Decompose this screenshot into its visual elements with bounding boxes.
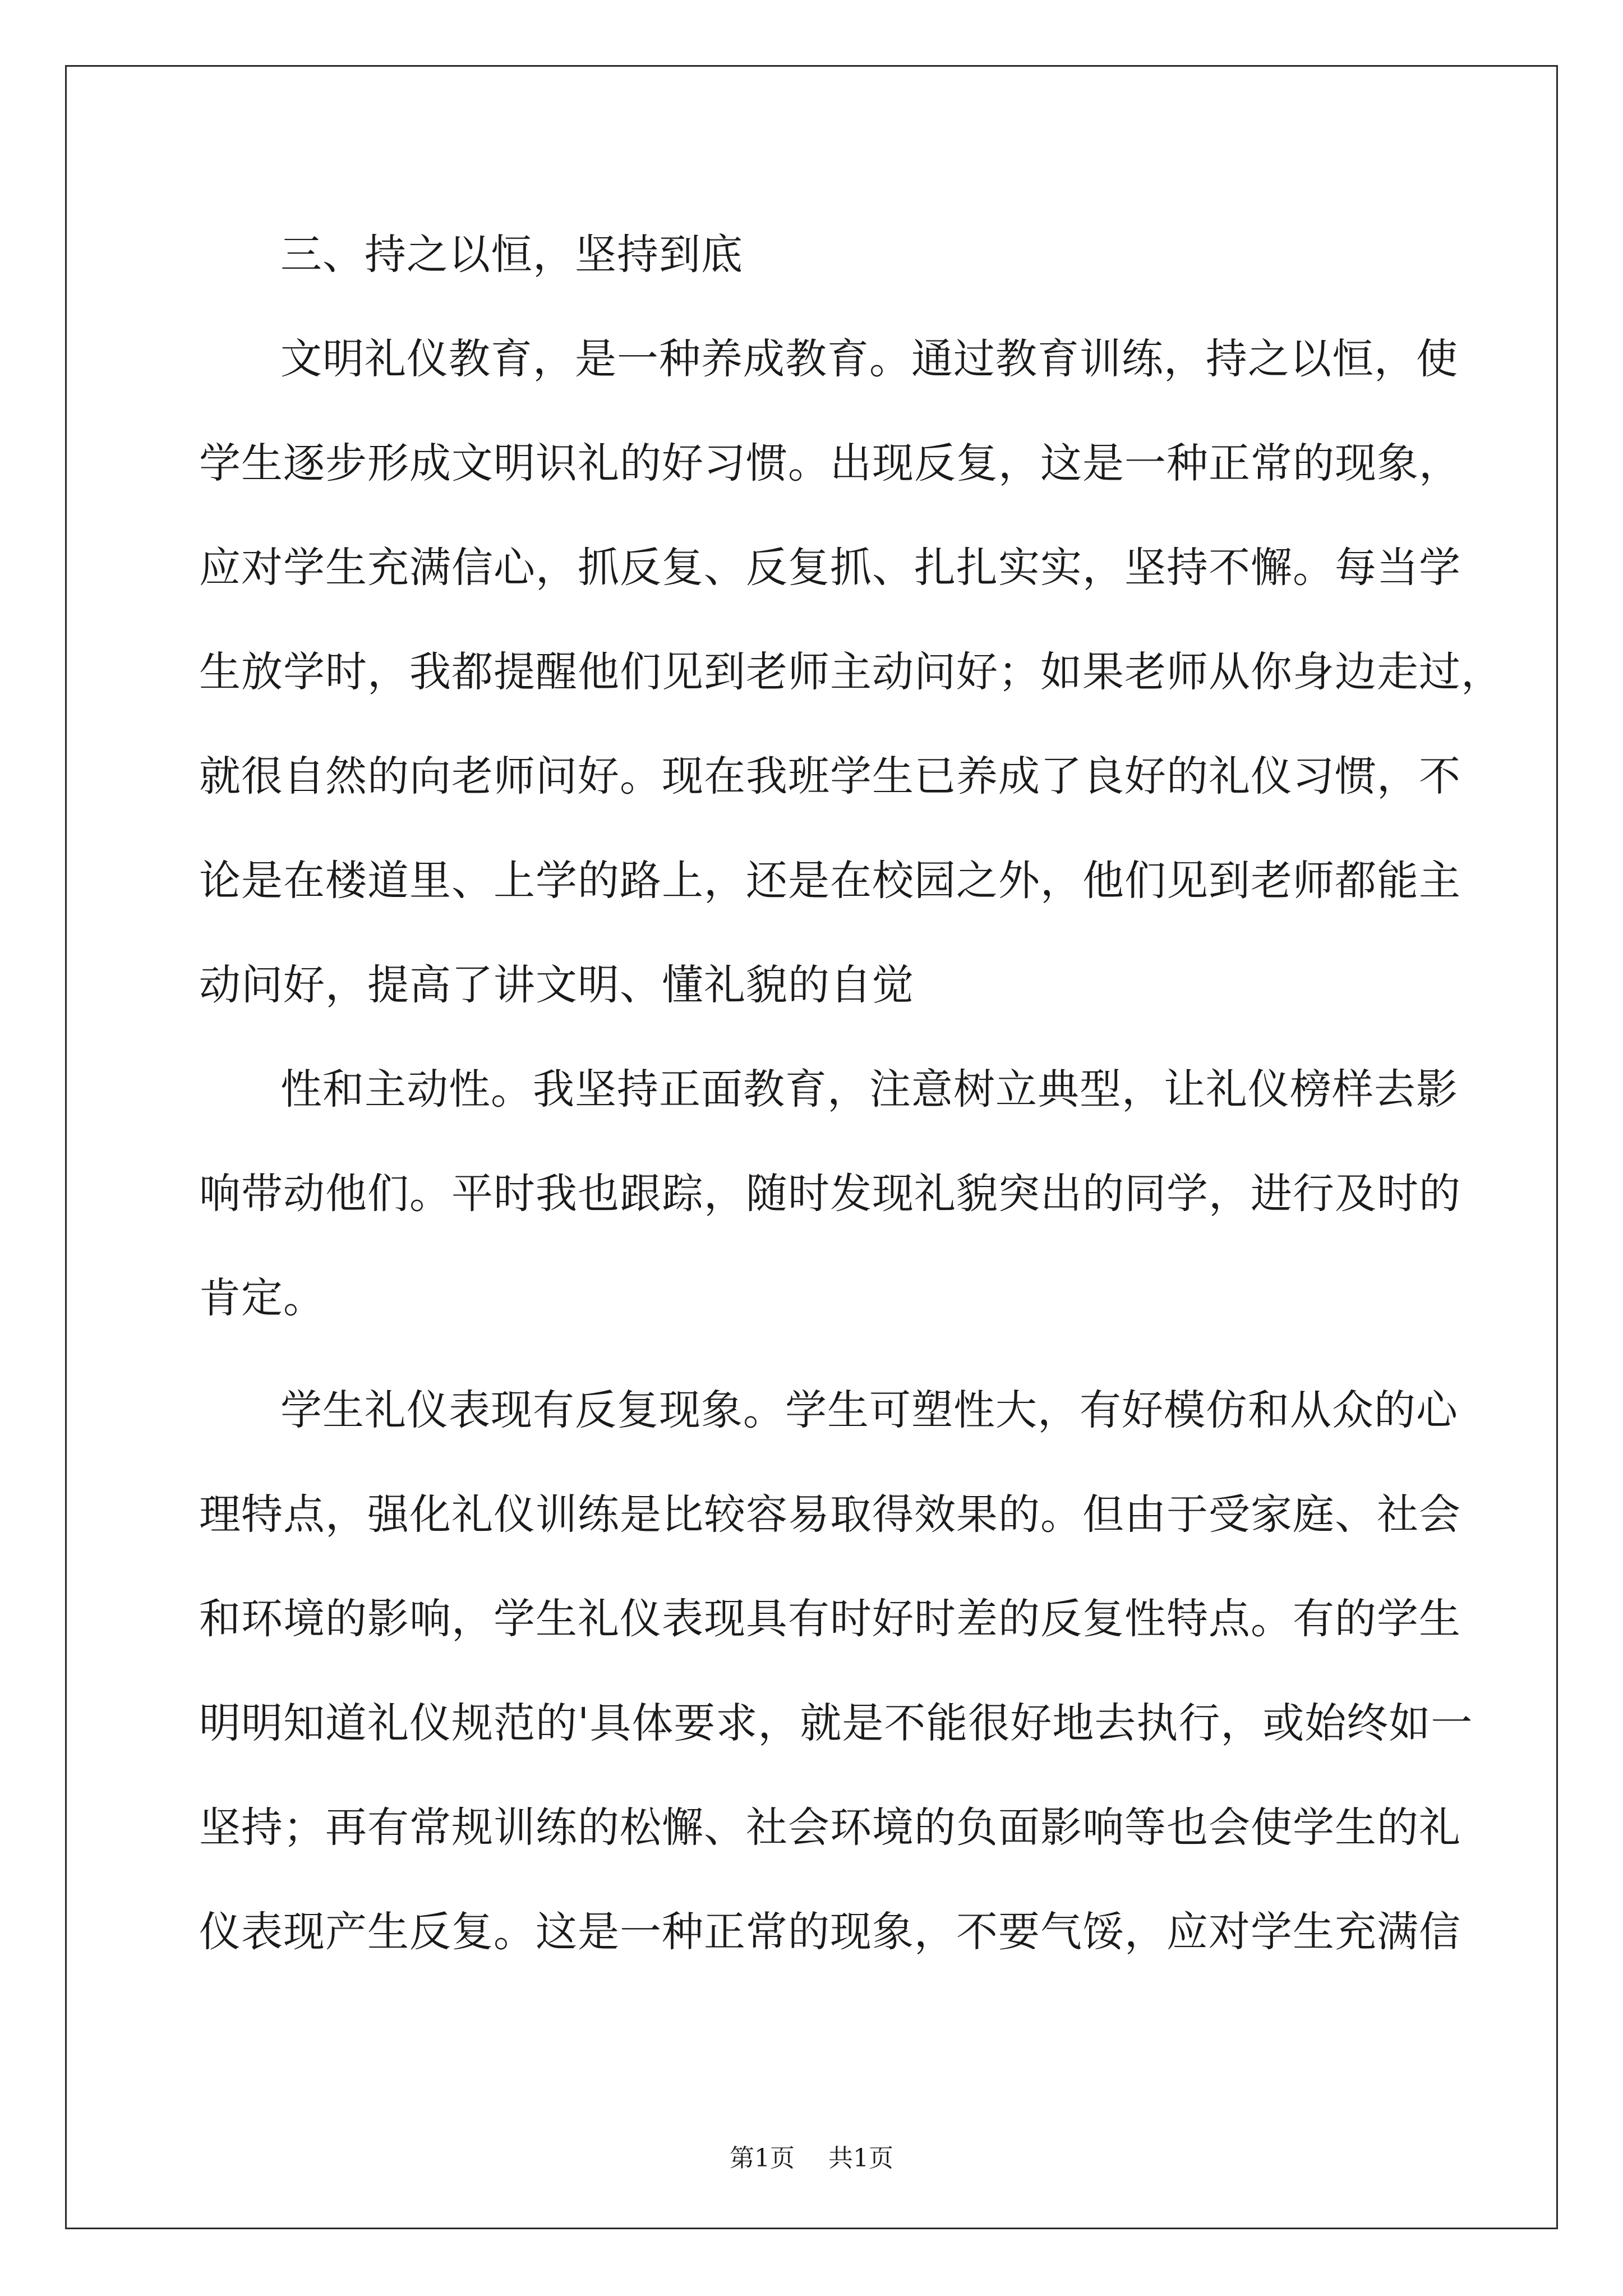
text-line: 学生逐步形成文明识礼的好习惯。出现反复，这是一种正常的现象， [199, 439, 1461, 487]
text-line: 性和主动性。我坚持正面教育，注意树立典型，让礼仪榜样去影 [280, 1065, 1458, 1114]
text-line: 坚持；再有常规训练的松懈、社会环境的负面影响等也会使学生的礼 [199, 1803, 1461, 1852]
page-number: 第1页 [730, 2144, 795, 2173]
text-line: 和环境的影响，学生礼仪表现具有时好时差的反复性特点。有的学生 [199, 1595, 1461, 1643]
text-line: 动问好，提高了讲文明、懂礼貌的自觉 [199, 961, 914, 1009]
text-line: 仪表现产生反复。这是一种正常的现象，不要气馁，应对学生充满信 [199, 1908, 1461, 1956]
text-line: 应对学生充满信心，抓反复、反复抓、扎扎实实，坚持不懈。每当学 [199, 544, 1461, 592]
page-total: 共1页 [828, 2144, 893, 2173]
text-line: 文明礼仪教育，是一种养成教育。通过教育训练，持之以恒，使 [280, 335, 1458, 383]
text-line: 学生礼仪表现有反复现象。学生可塑性大，有好模仿和从众的心 [280, 1386, 1458, 1434]
text-line: 理特点，强化礼仪训练是比较容易取得效果的。但由于受家庭、社会 [199, 1490, 1461, 1539]
text-line: 肯定。 [199, 1274, 325, 1322]
text-line: 生放学时，我都提醒他们见到老师主动问好；如果老师从你身边走过， [199, 648, 1503, 696]
text-line: 响带动他们。平时我也跟踪，随时发现礼貌突出的同学，进行及时的 [199, 1170, 1461, 1218]
text-line: 明明知道礼仪规范的'具体要求，就是不能很好地去执行，或始终如一 [199, 1699, 1473, 1747]
text-line: 论是在楼道里、上学的路上，还是在校园之外，他们见到老师都能主 [199, 857, 1461, 905]
page-footer [0, 2142, 1623, 2175]
text-line: 就很自然的向老师问好。现在我班学生已养成了良好的礼仪习惯，不 [199, 752, 1461, 800]
section-heading: 三、持之以恒，坚持到底 [280, 231, 743, 279]
